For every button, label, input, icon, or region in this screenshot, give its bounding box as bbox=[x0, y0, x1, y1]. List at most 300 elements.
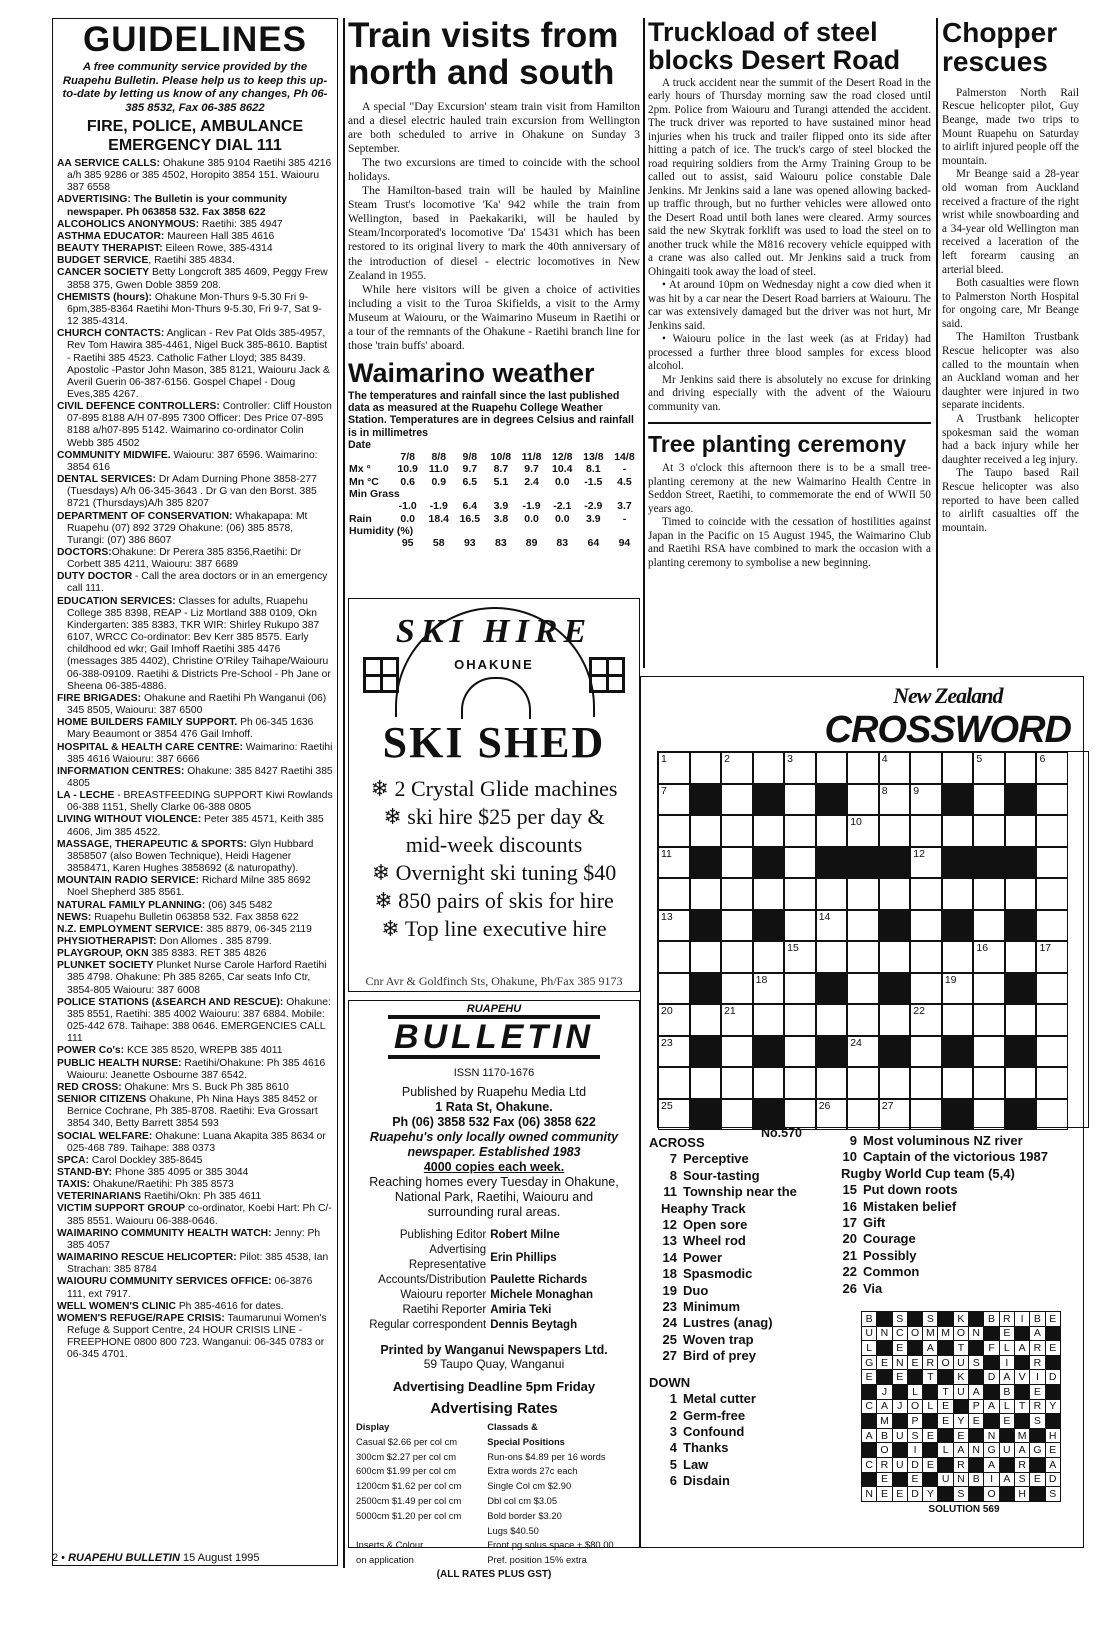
crossword-cell[interactable] bbox=[721, 1036, 753, 1068]
crossword-cell[interactable] bbox=[973, 1036, 1005, 1068]
crossword-cell[interactable]: 24 bbox=[847, 1036, 879, 1068]
crossword-clue bbox=[829, 1199, 1069, 1215]
clue-text: Lustres (anag) bbox=[683, 1315, 773, 1331]
clue-number: 6 bbox=[669, 1473, 677, 1489]
guidelines-title: GUIDELINES bbox=[83, 20, 307, 59]
solution-cell: L bbox=[907, 1384, 922, 1399]
crossword-cell[interactable] bbox=[973, 1099, 1005, 1131]
crossword-cell[interactable]: 17 bbox=[1036, 941, 1068, 973]
crossword-cell[interactable] bbox=[942, 910, 974, 942]
crossword-cell[interactable] bbox=[1036, 910, 1068, 942]
crossword-cell[interactable] bbox=[973, 1067, 1005, 1099]
solution-cell bbox=[938, 1428, 953, 1443]
clue-number: 10 bbox=[842, 1149, 857, 1165]
crossword-cell[interactable] bbox=[690, 815, 722, 847]
crossword-cell[interactable] bbox=[721, 878, 753, 910]
crossword-cell[interactable] bbox=[816, 878, 848, 910]
crossword-cell[interactable] bbox=[847, 1099, 879, 1131]
guidelines-panel bbox=[52, 18, 338, 1566]
crossword-cell[interactable] bbox=[910, 941, 942, 973]
solution-cell bbox=[923, 1384, 938, 1399]
solution-cell: I bbox=[907, 1443, 922, 1458]
crossword-cell[interactable] bbox=[784, 1067, 816, 1099]
ski-ad-line: mid-week discounts bbox=[405, 832, 583, 857]
crossword-cell[interactable] bbox=[847, 941, 879, 973]
crossword-cell[interactable] bbox=[816, 847, 848, 879]
clue-number: 12 bbox=[662, 1217, 677, 1233]
crossword-cell[interactable] bbox=[942, 815, 974, 847]
crossword-cell[interactable] bbox=[816, 1004, 848, 1036]
solution-cell bbox=[969, 1312, 984, 1327]
crossword-cell[interactable] bbox=[753, 1036, 785, 1068]
crossword-cell[interactable] bbox=[973, 784, 1005, 816]
crossword-cell[interactable] bbox=[690, 973, 722, 1005]
crossword-cell[interactable]: 5 bbox=[973, 752, 1005, 784]
guideline-text: Raetihi/Ohakune: Ph 385 4616 Waiouru: Jeanette Osbourne 387 6542. bbox=[67, 1057, 326, 1081]
weather-value: 8.1 bbox=[586, 463, 601, 476]
crossword-cell[interactable] bbox=[784, 847, 816, 879]
solution-cell: U bbox=[938, 1472, 953, 1487]
crossword-cell[interactable] bbox=[910, 878, 942, 910]
crossword-cell[interactable]: 3 bbox=[784, 752, 816, 784]
guideline-entry bbox=[57, 255, 333, 267]
crossword-cell[interactable] bbox=[910, 1036, 942, 1068]
crossword-cell[interactable]: 22 bbox=[910, 1004, 942, 1036]
clue-text: Law bbox=[683, 1456, 709, 1472]
clue-number: 26 bbox=[842, 1280, 857, 1296]
weather-value: 11.0 bbox=[428, 463, 449, 476]
crossword-cell[interactable] bbox=[816, 752, 848, 784]
guideline-text: Ohakune, Ph Nina Hays 385 8452 or Bernice Cochrane, Ph 385-8708. Raetihi: Eva Grossart 3854 340, Betty Barrett 3854 593 bbox=[67, 1094, 318, 1130]
weather-value: -1.5 bbox=[584, 475, 603, 488]
crossword-cell[interactable] bbox=[879, 1004, 911, 1036]
crossword-cell[interactable] bbox=[690, 878, 722, 910]
crossword-cell[interactable] bbox=[753, 1067, 785, 1099]
clue-number: 20 bbox=[842, 1231, 857, 1247]
weather-value: 18.4 bbox=[428, 512, 449, 525]
solution-cell: P bbox=[907, 1414, 922, 1429]
crossword-cell[interactable]: 9 bbox=[910, 784, 942, 816]
crossword-cell[interactable] bbox=[721, 784, 753, 816]
page-footer bbox=[52, 1552, 259, 1564]
bulletin-masthead-box bbox=[348, 1000, 640, 1580]
crossword-cell[interactable] bbox=[942, 1067, 974, 1099]
paragraph: Both casualties were flown to Palmerston North Hospital for ongoing care, Mr Beange said. bbox=[942, 277, 1079, 330]
weather-table bbox=[348, 451, 640, 549]
crossword-cell[interactable] bbox=[910, 1099, 942, 1131]
guideline-text: Glyn Hubbard 3858507 (also Bowen Technique), Heidi Hagener 3858471, Karen Hughes 3858692 (& naturopathy). bbox=[67, 838, 314, 875]
solution-cell: R bbox=[1030, 1355, 1045, 1370]
crossword-cell[interactable] bbox=[753, 815, 785, 847]
solution-cell: I bbox=[1014, 1312, 1029, 1327]
crossword-cell[interactable] bbox=[879, 815, 911, 847]
down-title: DOWN bbox=[649, 1374, 691, 1390]
crossword-cell[interactable] bbox=[910, 1067, 942, 1099]
solution-cell: E bbox=[892, 1370, 907, 1385]
solution-cell: R bbox=[1014, 1457, 1029, 1472]
crossword-cell[interactable] bbox=[847, 1004, 879, 1036]
guideline-entry bbox=[57, 1155, 333, 1167]
paragraph: A Trustbank helicopter spokesman said the woman had a back injury while her daughter received a leg injury. bbox=[942, 413, 1079, 466]
crossword-cell[interactable] bbox=[847, 910, 879, 942]
guideline-text: Waiouru: 387 6596. Waimarino: 3854 616 bbox=[67, 449, 318, 473]
guideline-heading: PUBLIC HEALTH NURSE: bbox=[57, 1057, 182, 1069]
solution-cell bbox=[999, 1457, 1014, 1472]
crossword-cell[interactable] bbox=[1005, 973, 1037, 1005]
solution-cell bbox=[1045, 1384, 1060, 1399]
crossword-cell[interactable] bbox=[1005, 1004, 1037, 1036]
crossword-cell[interactable]: 21 bbox=[721, 1004, 753, 1036]
crossword-cell[interactable] bbox=[910, 973, 942, 1005]
solution-cell: O bbox=[953, 1326, 968, 1341]
rate-cell: Bold border $3.20 bbox=[487, 1509, 562, 1521]
crossword-clue bbox=[649, 1391, 839, 1407]
solution-cell: E bbox=[999, 1326, 1014, 1341]
crossword-cell[interactable] bbox=[910, 910, 942, 942]
solution-cell: E bbox=[1030, 1384, 1045, 1399]
staff-role: Accounts/Distribution bbox=[378, 1274, 487, 1286]
crossword-cell[interactable]: 10 bbox=[847, 815, 879, 847]
crossword-cell[interactable] bbox=[753, 752, 785, 784]
solution-cell: T bbox=[938, 1384, 953, 1399]
solution-cell bbox=[862, 1472, 877, 1487]
crossword-cell[interactable]: 14 bbox=[816, 910, 848, 942]
solution-caption: SOLUTION 569 bbox=[928, 1503, 1000, 1515]
crossword-cell[interactable] bbox=[973, 973, 1005, 1005]
crossword-cell[interactable] bbox=[910, 815, 942, 847]
clue-number: 1 bbox=[669, 1391, 677, 1407]
crossword-cell[interactable]: 13 bbox=[658, 910, 690, 942]
crossword-cell[interactable]: 8 bbox=[879, 784, 911, 816]
weather-row-label bbox=[348, 537, 392, 549]
guideline-entry bbox=[57, 1191, 333, 1203]
crossword-cell[interactable] bbox=[753, 784, 785, 816]
clue-text: Disdain bbox=[683, 1473, 730, 1489]
clue-number: 4 bbox=[669, 1440, 677, 1456]
crossword-cell[interactable] bbox=[973, 815, 1005, 847]
crossword-cell[interactable] bbox=[753, 1004, 785, 1036]
solution-cell: Y bbox=[923, 1487, 938, 1502]
solution-cell: A bbox=[923, 1341, 938, 1356]
clue-text: Most voluminous NZ river bbox=[863, 1133, 1023, 1148]
solution-cell bbox=[969, 1457, 984, 1472]
crossword-cell[interactable]: 27 bbox=[879, 1099, 911, 1131]
solution-cell: B bbox=[1030, 1312, 1045, 1327]
crossword-cell[interactable] bbox=[816, 1036, 848, 1068]
crossword-cell[interactable] bbox=[942, 847, 974, 879]
crossword-cell[interactable] bbox=[1005, 847, 1037, 879]
solution-cell: G bbox=[984, 1443, 999, 1458]
crossword-cell[interactable] bbox=[658, 973, 690, 1005]
crossword-cell[interactable] bbox=[942, 941, 974, 973]
crossword-cell[interactable] bbox=[784, 878, 816, 910]
crossword-cell[interactable] bbox=[1005, 752, 1037, 784]
crossword-cell[interactable] bbox=[942, 784, 974, 816]
crossword-cell[interactable] bbox=[690, 1036, 722, 1068]
guideline-text: - Call the area doctors or in an emergency call 111. bbox=[67, 571, 328, 595]
solution-cell: A bbox=[1030, 1326, 1045, 1341]
crossword-cell[interactable] bbox=[1005, 941, 1037, 973]
solution-cell: B bbox=[969, 1472, 984, 1487]
crossword-cell[interactable] bbox=[690, 784, 722, 816]
crossword-cell[interactable] bbox=[690, 1004, 722, 1036]
crossword-cell[interactable] bbox=[721, 1067, 753, 1099]
crossword-brand: CROSSWORD bbox=[824, 709, 1071, 751]
crossword-clue bbox=[829, 1149, 1069, 1182]
crossword-cell[interactable] bbox=[753, 847, 785, 879]
crossword-cell[interactable] bbox=[973, 910, 1005, 942]
guideline-heading: WOMEN'S REFUGE/RAPE CRISIS: bbox=[57, 1312, 225, 1324]
solution-cell: D bbox=[984, 1370, 999, 1385]
crossword-cell[interactable] bbox=[973, 878, 1005, 910]
crossword-cell[interactable] bbox=[721, 910, 753, 942]
solution-cell: A bbox=[877, 1399, 892, 1414]
crossword-cell[interactable] bbox=[784, 1036, 816, 1068]
solution-cell: H bbox=[1045, 1428, 1060, 1443]
crossword-cell[interactable] bbox=[690, 1099, 722, 1131]
crossword-cell[interactable] bbox=[690, 941, 722, 973]
crossword-cell[interactable] bbox=[879, 1036, 911, 1068]
solution-cell: S bbox=[969, 1355, 984, 1370]
solution-cell: D bbox=[1045, 1472, 1060, 1487]
crossword-cell[interactable] bbox=[816, 1067, 848, 1099]
crossword-cell[interactable] bbox=[847, 878, 879, 910]
paper-name: RUAPEHU BULLETIN bbox=[68, 1552, 180, 1564]
staff-table bbox=[349, 1228, 639, 1333]
crossword-cell[interactable] bbox=[879, 910, 911, 942]
crossword-cell[interactable] bbox=[879, 941, 911, 973]
crossword-cell[interactable] bbox=[690, 910, 722, 942]
crossword-cell[interactable] bbox=[1036, 815, 1068, 847]
crossword-clue bbox=[649, 1250, 839, 1266]
paragraph: Mr Jenkins said there is absolutely no excuse for drinking and driving especially with the advent of the Waiouru community van. bbox=[648, 373, 931, 413]
solution-cell: A bbox=[999, 1472, 1014, 1487]
solution-cell bbox=[1014, 1326, 1029, 1341]
crossword-cell[interactable]: 12 bbox=[910, 847, 942, 879]
crossword-cell[interactable]: 4 bbox=[879, 752, 911, 784]
guideline-text: Plunket Nurse Carole Harford Raetihi 385 4798. Ohakune: Ph 385 8265, Car seats Info Ctr, 3854-805 Waiouru: 387 6008 bbox=[67, 960, 327, 996]
crossword-cell[interactable] bbox=[1005, 815, 1037, 847]
crossword-cell[interactable] bbox=[973, 1004, 1005, 1036]
rates-title: Advertising Rates bbox=[430, 1400, 558, 1417]
crossword-cell[interactable] bbox=[942, 878, 974, 910]
crossword-cell[interactable] bbox=[879, 1067, 911, 1099]
crossword-cell[interactable] bbox=[847, 973, 879, 1005]
issn: ISSN 1170-1676 bbox=[453, 1067, 535, 1079]
weather-value: 3.7 bbox=[617, 500, 632, 513]
crossword-cell[interactable] bbox=[1036, 847, 1068, 879]
guideline-entry bbox=[57, 1045, 333, 1057]
crossword-cell[interactable] bbox=[1036, 1067, 1068, 1099]
weather-row-label: Humidity (%) bbox=[349, 524, 414, 537]
clue-number: 3 bbox=[669, 1423, 677, 1439]
guideline-heading: POWER Co's: bbox=[57, 1045, 125, 1057]
crossword-cell[interactable] bbox=[847, 752, 879, 784]
solution-cell bbox=[1045, 1326, 1060, 1341]
crossword-cell[interactable]: 2 bbox=[721, 752, 753, 784]
issue-date: 15 August 1995 bbox=[183, 1552, 260, 1564]
crossword-cell[interactable] bbox=[658, 941, 690, 973]
crossword-cell[interactable]: 16 bbox=[973, 941, 1005, 973]
crossword-cell[interactable] bbox=[1005, 1036, 1037, 1068]
solution-cell bbox=[1030, 1428, 1045, 1443]
solution-cell: I bbox=[1030, 1370, 1045, 1385]
clue-text: Spasmodic bbox=[683, 1266, 753, 1282]
crossword-cell[interactable] bbox=[942, 1004, 974, 1036]
crossword-cell[interactable] bbox=[1005, 910, 1037, 942]
weather-value: 16.5 bbox=[459, 512, 481, 525]
crossword-cell[interactable] bbox=[721, 815, 753, 847]
solution-cell bbox=[907, 1370, 922, 1385]
solution-cell: C bbox=[862, 1457, 877, 1472]
solution-cell: I bbox=[984, 1472, 999, 1487]
clues-left bbox=[649, 1133, 839, 1490]
solution-cell: S bbox=[1030, 1414, 1045, 1429]
solution-cell: E bbox=[892, 1341, 907, 1356]
crossword-cell[interactable] bbox=[973, 847, 1005, 879]
crossword-cell[interactable]: 26 bbox=[816, 1099, 848, 1131]
paragraph: A special "Day Excursion' steam train visit from Hamilton and a diesel electric hauled train excursion from Wellington are both scheduled to arrive in Ohakune on Sunday 3 September. bbox=[348, 99, 640, 155]
guideline-text: - BREASTFEEDING SUPPORT Kiwi Rowlands 06-388 1151, Shelly Clarke 06-388 0805 bbox=[67, 790, 333, 814]
guideline-entry bbox=[57, 219, 333, 231]
crossword-cell[interactable] bbox=[879, 878, 911, 910]
crossword-cell[interactable]: 18 bbox=[753, 973, 785, 1005]
weather-value: -1.9 bbox=[429, 500, 448, 513]
crossword-cell[interactable] bbox=[658, 878, 690, 910]
crossword-cell[interactable] bbox=[721, 1099, 753, 1131]
rate-cell: Inserts & Colour bbox=[356, 1539, 424, 1551]
crossword-cell[interactable] bbox=[1036, 1004, 1068, 1036]
crossword-cell[interactable] bbox=[658, 815, 690, 847]
solution-cell: B bbox=[877, 1428, 892, 1443]
crossword-cell[interactable] bbox=[784, 784, 816, 816]
crossword-clue bbox=[649, 1151, 839, 1167]
tagline: Ruapehu's only locally owned community newspaper. Established 1983 bbox=[369, 1130, 619, 1159]
clue-number: 11 bbox=[663, 1184, 677, 1200]
solution-cell: S bbox=[1014, 1472, 1029, 1487]
crossword-cell[interactable] bbox=[721, 941, 753, 973]
crossword-cell[interactable] bbox=[1036, 784, 1068, 816]
crossword-cell[interactable] bbox=[816, 973, 848, 1005]
solution-cell bbox=[877, 1341, 892, 1356]
column-rule bbox=[936, 18, 938, 668]
crossword-cell[interactable] bbox=[753, 910, 785, 942]
crossword-cell[interactable] bbox=[1036, 1036, 1068, 1068]
crossword-cell[interactable] bbox=[753, 878, 785, 910]
solution-cell bbox=[923, 1443, 938, 1458]
crossword-cell[interactable]: 25 bbox=[658, 1099, 690, 1131]
guideline-entry bbox=[57, 596, 333, 693]
crossword-cell[interactable] bbox=[690, 847, 722, 879]
weather-value: 2.4 bbox=[524, 475, 539, 488]
weather-value: 5.1 bbox=[493, 475, 509, 488]
guideline-text: Ohakune: Mrs S. Buck Ph 385 8610 bbox=[121, 1081, 289, 1093]
crossword-cell[interactable] bbox=[1005, 1067, 1037, 1099]
crossword-cell[interactable]: 19 bbox=[942, 973, 974, 1005]
crossword-cell[interactable] bbox=[658, 1067, 690, 1099]
crossword-cell[interactable] bbox=[753, 941, 785, 973]
staff-name: Robert Milne bbox=[490, 1229, 560, 1241]
crossword-cell[interactable] bbox=[942, 1099, 974, 1131]
crossword-title bbox=[825, 683, 1071, 752]
solution-cell: N bbox=[862, 1487, 877, 1502]
crossword-cell[interactable] bbox=[847, 1067, 879, 1099]
crossword-cell[interactable] bbox=[784, 815, 816, 847]
crossword-cell[interactable] bbox=[784, 910, 816, 942]
crossword-cell[interactable] bbox=[1005, 878, 1037, 910]
crossword-cell[interactable] bbox=[784, 1004, 816, 1036]
crossword-grid bbox=[657, 751, 1089, 1128]
guideline-heading: WAIMARINO COMMUNITY HEALTH WATCH: bbox=[57, 1227, 272, 1239]
solution-cell: E bbox=[1045, 1443, 1060, 1458]
guideline-heading: SPCA: bbox=[57, 1154, 90, 1166]
solution-cell: E bbox=[923, 1428, 938, 1443]
crossword-cell[interactable] bbox=[879, 973, 911, 1005]
crossword-cell[interactable]: 11 bbox=[658, 847, 690, 879]
crossword-cell[interactable]: 20 bbox=[658, 1004, 690, 1036]
solution-cell: A bbox=[862, 1428, 877, 1443]
crossword-cell[interactable] bbox=[721, 973, 753, 1005]
rate-cell: Extra words 27c each bbox=[487, 1465, 578, 1477]
crossword-cell[interactable] bbox=[847, 784, 879, 816]
guideline-entry bbox=[57, 1131, 333, 1155]
crossword-cell[interactable] bbox=[784, 973, 816, 1005]
crossword-cell[interactable] bbox=[942, 752, 974, 784]
crossword-cell[interactable]: 15 bbox=[784, 941, 816, 973]
crossword-cell[interactable]: 23 bbox=[658, 1036, 690, 1068]
guideline-text: Jenny: Ph 385 4057 bbox=[67, 1227, 321, 1251]
solution-cell: S bbox=[923, 1312, 938, 1327]
weather-row-label: Min Grass bbox=[349, 488, 400, 501]
crossword-cell[interactable]: 6 bbox=[1036, 752, 1068, 784]
crossword-cell[interactable] bbox=[910, 752, 942, 784]
crossword-cell[interactable] bbox=[942, 1036, 974, 1068]
solution-cell: E bbox=[1045, 1312, 1060, 1327]
crossword-cell[interactable] bbox=[816, 784, 848, 816]
clue-number: 16 bbox=[842, 1198, 857, 1214]
crossword-cell[interactable] bbox=[1036, 878, 1068, 910]
deadline: Advertising Deadline 5pm Friday bbox=[392, 1379, 596, 1394]
crossword-cell[interactable] bbox=[879, 847, 911, 879]
window-icon bbox=[363, 657, 399, 693]
solution-cell: L bbox=[938, 1443, 953, 1458]
guideline-heading: TAXIS: bbox=[57, 1179, 90, 1191]
weather-date-label: Date bbox=[348, 439, 371, 452]
paragraph: At 3 o'clock this afternoon there is to be a small tree-planting ceremony at the new Waimarino Health Centre in Seddon Street, Raetihi, to commemorate the end of WWII 50 years ago. bbox=[648, 462, 931, 515]
crossword-cell[interactable] bbox=[721, 847, 753, 879]
crossword-cell[interactable] bbox=[690, 1067, 722, 1099]
weather-value: -1.0 bbox=[398, 500, 417, 513]
solution-cell: F bbox=[984, 1341, 999, 1356]
crossword-cell[interactable] bbox=[847, 847, 879, 879]
guideline-heading: PLAYGROUP, OKN bbox=[57, 948, 149, 960]
crossword-cell[interactable]: 1 bbox=[658, 752, 690, 784]
weather-value: 6.4 bbox=[462, 500, 478, 513]
crossword-cell[interactable] bbox=[1005, 784, 1037, 816]
crossword-cell[interactable]: 7 bbox=[658, 784, 690, 816]
crossword-cell[interactable] bbox=[1036, 1099, 1068, 1131]
crossword-cell[interactable] bbox=[816, 941, 848, 973]
solution-cell bbox=[984, 1384, 999, 1399]
guideline-heading: NATURAL FAMILY PLANNING: bbox=[57, 899, 206, 911]
crossword-cell[interactable] bbox=[690, 752, 722, 784]
crossword-cell[interactable] bbox=[816, 815, 848, 847]
rate-cell: 1200cm $1.62 per col cm bbox=[356, 1480, 462, 1492]
crossword-cell[interactable] bbox=[1005, 1099, 1037, 1131]
guideline-entry bbox=[57, 231, 333, 243]
paragraph: The Taupo based Rail Rescue helicopter was also reported to have been called to airlift casualties off the mountain. bbox=[942, 467, 1079, 534]
crossword-cell[interactable] bbox=[1036, 973, 1068, 1005]
